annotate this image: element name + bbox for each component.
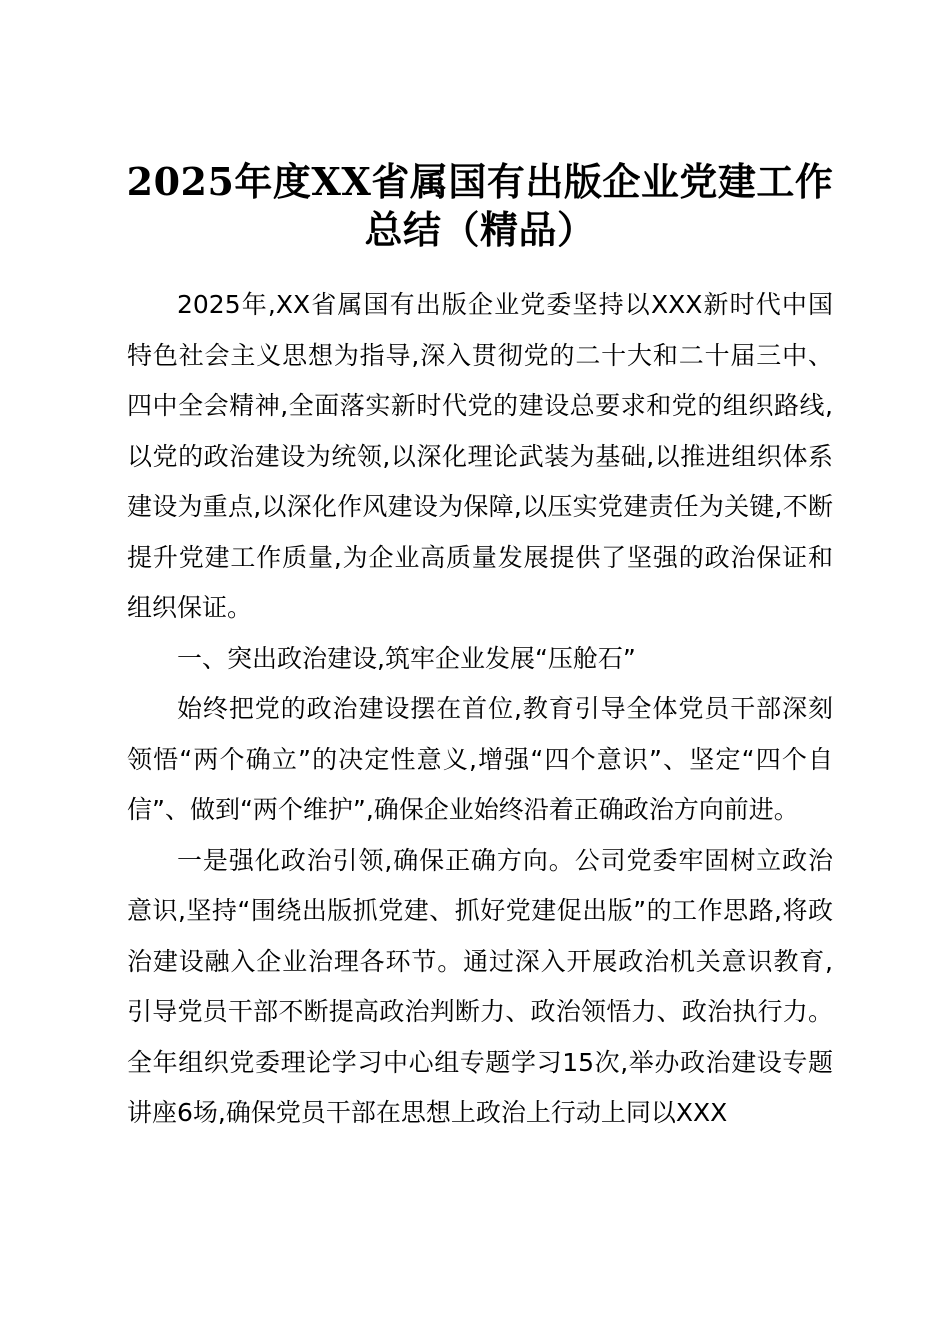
section-heading: 一、突出政治建设,筑牢企业发展“压舱石” (177, 643, 636, 673)
intro-paragraph: 2025年,XX省属国有出版企业党委坚持以XXX新时代中国特色社会主义思想为指导,深入贯彻党的二十大和二十届三中、四中全会精神,全面落实新时代党的建设总要求和党的组织路线,以党的政治建设为统领,以深化理论武装为基础,以推进组织体系建设为重点,以深化作风建设为保障,以压实党建责任为关键,不断提升党建工作质量,为企业高质量发展提供了坚强的政治保证和组织保证。 (127, 290, 833, 622)
body-paragraph: 始终把党的政治建设摆在首位,教育引导全体党员干部深刻领悟“两个确立”的决定性意义,增强“四个意识”、坚定“四个自信”、做到“两个维护”,确保企业始终沿着正确政治方向前进。 (127, 694, 833, 824)
document-body (127, 280, 833, 1139)
body-paragraph: 一是强化政治引领,确保正确方向。公司党委牢固树立政治意识,坚持“围绕出版抓党建、抓好党建促出版”的工作思路,将政治建设融入企业治理各环节。通过深入开展政治机关意识教育,引导党员干部不断提高政治判断力、政治领悟力、政治执行力。全年组织党委理论学习中心组专题学习15次,举办政治建设专题讲座6场,确保党员干部在思想上政治上行动上同以XXX (127, 845, 833, 1127)
document-title: 2025年度XX省属国有出版企业党建工作总结（精品） (126, 159, 834, 252)
